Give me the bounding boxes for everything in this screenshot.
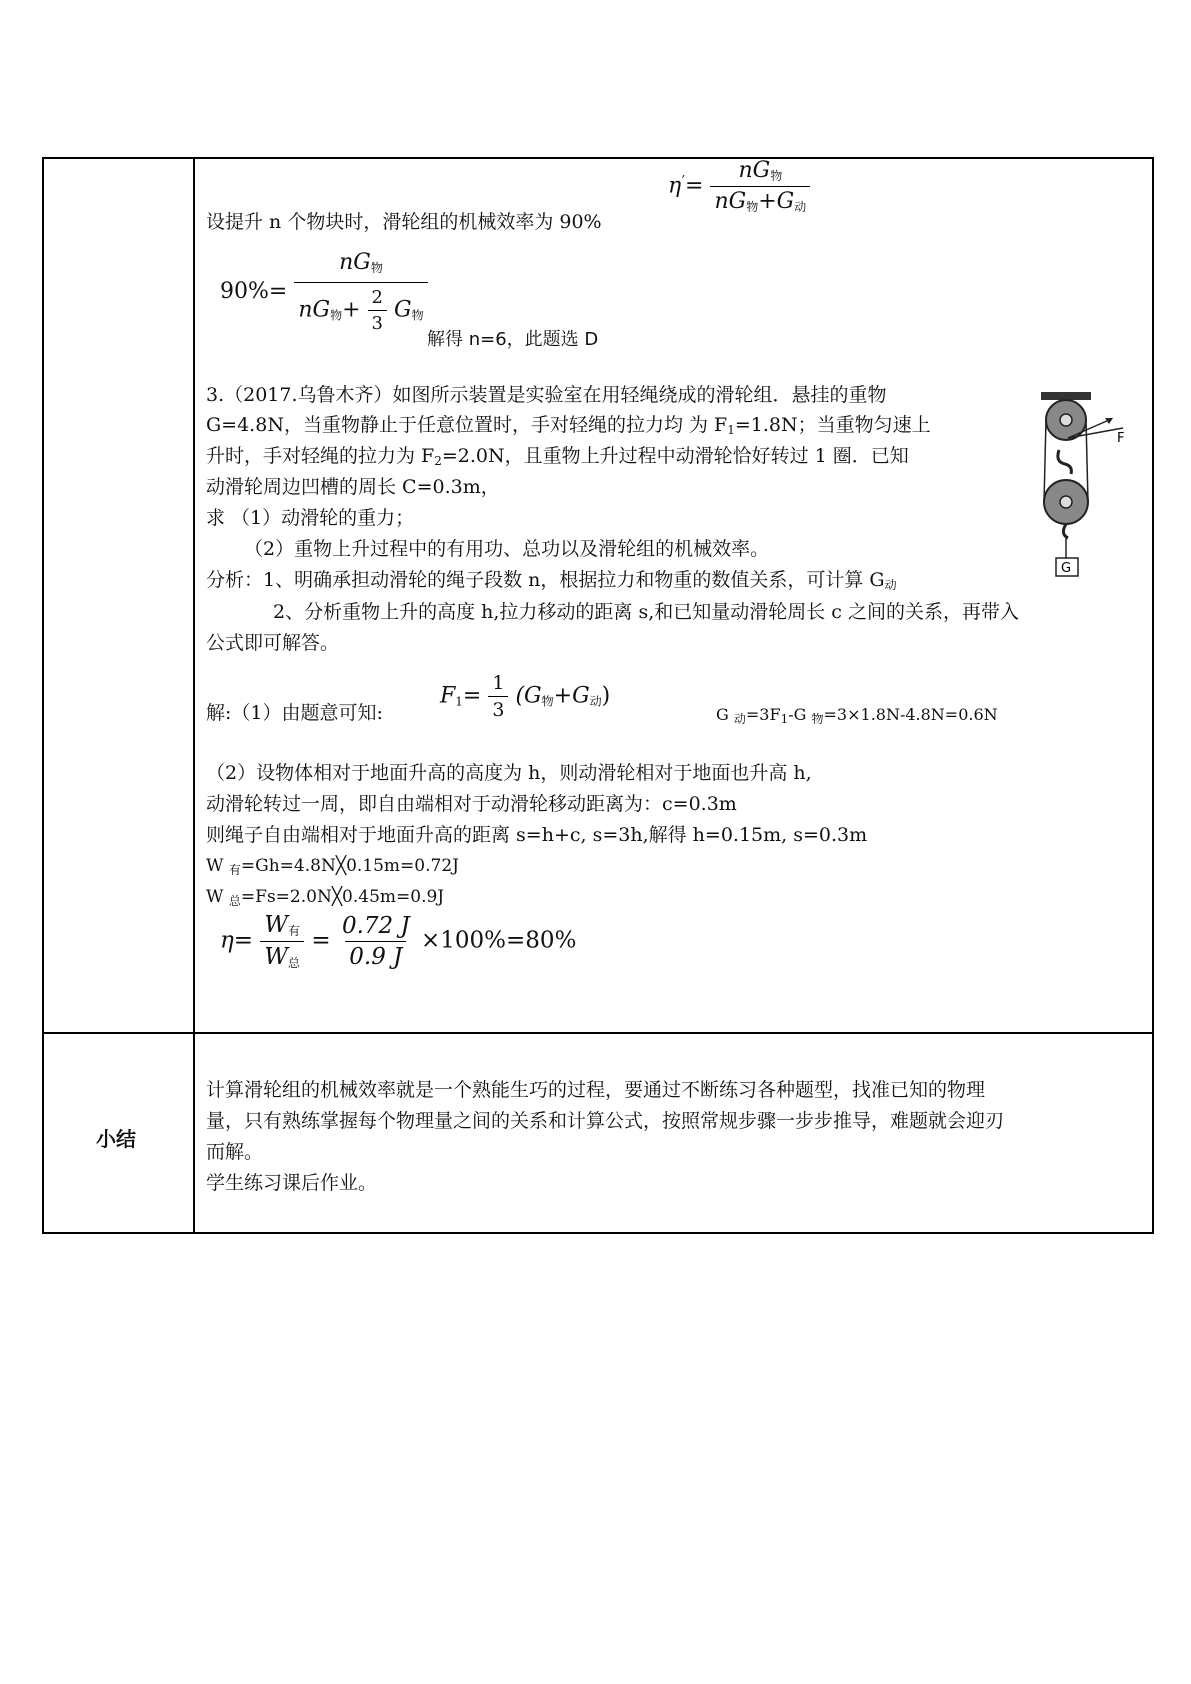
part2-line2: 动滑轮转过一周，即自由端相对于动滑轮移动距离为：c=0.3m	[206, 793, 737, 815]
summary-line4: 学生练习课后作业。	[206, 1172, 378, 1194]
problem3-line6: （2）重物上升过程中的有用功、总功以及滑轮组的机械效率。	[244, 538, 770, 560]
answer-line: 解得 n=6，此题选 D	[427, 329, 599, 350]
label-f: F	[1117, 431, 1125, 446]
analysis-line2: 2、分析重物上升的高度 h,拉力移动的距离 s,和已知量动滑轮周长 c 之间的关系，再带入	[273, 601, 1019, 623]
summary-label: 小结	[96, 1129, 136, 1151]
f1-formula: $F_1=$ $\frac{1}{3}$ $(G_物+G_动)$	[440, 672, 611, 721]
summary-line1: 计算滑轮组的机械效率就是一个熟能生巧的过程，要通过不断练习各种题型，找准已知的物理	[206, 1079, 986, 1101]
problem3-line1: 3.（2017.乌鲁木齐）如图所示装置是实验室在用轻绳绕成的滑轮组．悬挂的重物	[206, 384, 887, 406]
efficiency-formula: η= $\frac{W_有}{W_总}$ = $\frac{0.72 J}{0.9 J}$ ×100%=80%	[220, 912, 577, 970]
problem3-line2: G=4.8N，当重物静止于任意位置时，手对轻绳的拉力均 为 $F_1=1.8N$；当重物匀速上	[206, 414, 931, 437]
eta-prime-formula: η’= $\frac{nG_物}{nG_物+G_动}$	[668, 158, 810, 215]
ninety-percent-formula: 90%= $nG_物$ $nG_物+$ $\frac{2}{3}$ $G_物$	[220, 250, 428, 334]
total-work-line: W $_总$=Fs=2.0N╳0.45m=0.9J	[206, 887, 445, 908]
g-dong-line: G $_动=3F_1-G$ $_物$=3×1.8N-4.8N=0.6N	[716, 705, 998, 726]
ceiling-bar	[1041, 392, 1091, 400]
label-g: G	[1061, 561, 1072, 576]
solve-prefix: 解:（1）由题意可知:	[206, 702, 383, 724]
assume-line: 设提升 n 个物块时，滑轮组的机械效率为 90%	[206, 211, 602, 233]
analysis-line1: 分析：1、明确承担动滑轮的绳子段数 n，根据拉力和物重的数值关系，可计算 $G_动$	[206, 569, 897, 592]
row-divider	[44, 1032, 1152, 1034]
summary-line3: 而解。	[206, 1141, 264, 1163]
useful-work-line: W $_有$=Gh=4.8N╳0.15m=0.72J	[206, 856, 459, 877]
pulley-diagram	[1035, 390, 1140, 590]
part2-line3: 则绳子自由端相对于地面升高的距离 s=h+c, s=3h,解得 h=0.15m, s=0.3m	[206, 824, 868, 846]
problem3-line4: 动滑轮周边凹槽的周长 C=0.3m，	[206, 476, 500, 498]
column-divider	[193, 159, 195, 1232]
part2-line1: （2）设物体相对于地面升高的高度为 h，则动滑轮相对于地面也升高 h,	[206, 762, 812, 784]
analysis-line3: 公式即可解答。	[206, 632, 340, 654]
problem3-line5: 求 （1）动滑轮的重力；	[206, 507, 415, 529]
problem3-line3: 升时，手对轻绳的拉力为 $F_2=2.0N$，且重物上升过程中动滑轮恰好转过 1 圈．已知	[206, 445, 909, 468]
summary-line2: 量，只有熟练掌握每个物理量之间的关系和计算公式，按照常规步骤一步步推导，难题就会迎刃	[206, 1110, 1005, 1132]
